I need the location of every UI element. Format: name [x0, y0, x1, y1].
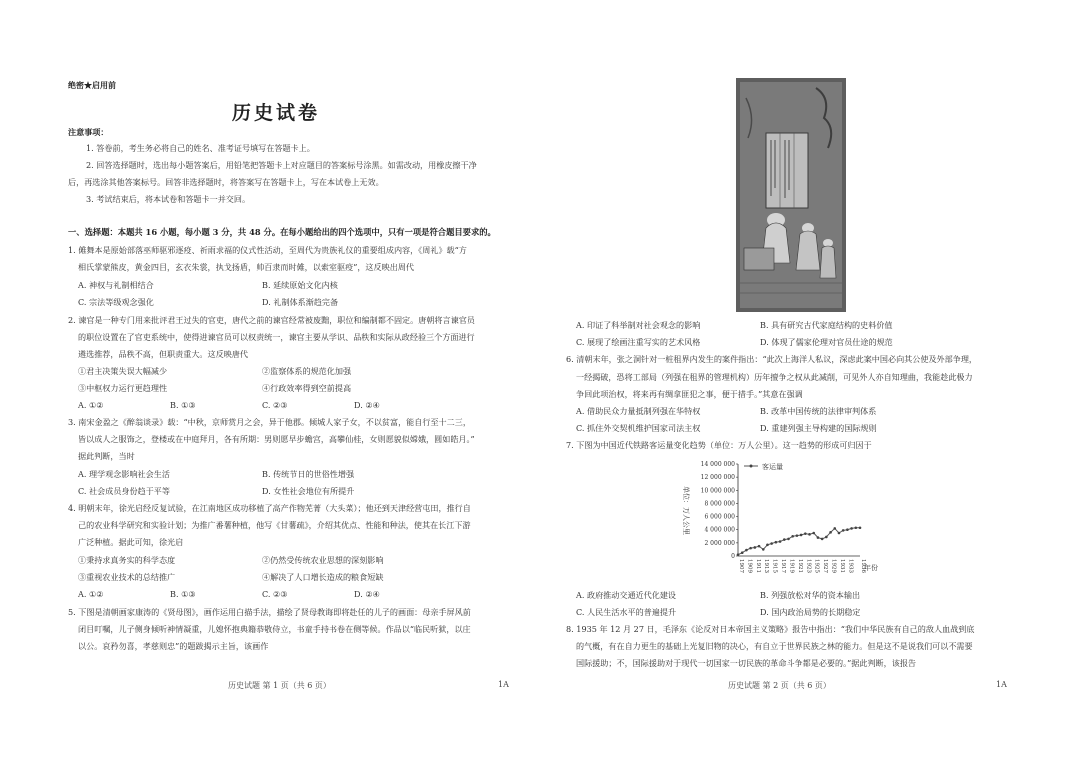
- question-8-text: 8. 1935 年 12 月 27 日，毛泽东《论反对日本帝国主义策略》报告中指出：“我们中华民族有自己的敌人血战到底: [566, 624, 975, 634]
- chart-x-axis-label: 年份: [864, 564, 878, 572]
- q2-option-b: B. ①③: [170, 400, 196, 410]
- q1-option-c: C. 宗法等级观念强化: [78, 297, 154, 307]
- q3-option-d: D. 女性社会地位有所提升: [262, 486, 355, 496]
- chart-data-point: [783, 538, 786, 541]
- chart-x-tick-label: 1921: [796, 559, 803, 573]
- q4-item-3: ③重视农业技术的总结推广: [78, 572, 176, 582]
- question-6-text: 一经揭破，恐将工部局（列强在租界的管理机构）历年擅争之权从此减削，可见外人亦自知理曲，我能趁此极力: [576, 372, 973, 382]
- chart-data-point: [745, 549, 748, 552]
- q2-option-d: D. ②④: [354, 400, 380, 410]
- notice-line: 2. 回答选择题时，选出每小题答案后，用铅笔把答题卡上对应题目的答案标号涂黑。如需改动，用橡皮擦干净: [86, 160, 477, 170]
- q1-option-a: A. 神权与礼制相结合: [78, 280, 154, 290]
- chart-x-tick-label: 1911: [754, 559, 761, 573]
- chart-data-point: [737, 553, 740, 556]
- question-8-text: 的气概，有在自力更生的基础上光复旧物的决心，有自立于世界民族之林的能力。但是这不是说我们可以不需要: [576, 641, 973, 651]
- q6-option-b: B. 改革中国传统的法律审判体系: [760, 406, 877, 416]
- q3-option-a: A. 理学观念影响社会生活: [78, 469, 170, 479]
- chart-x-tick-label: 1915: [771, 559, 778, 573]
- chart-y-tick-label: 14 000 000: [700, 461, 735, 468]
- question-5-text: 闭目叮嘱，儿子侧身倾听神情凝重，儿媳怀抱典籍恭敬侍立，书童手持书卷在侧等候。作品以“临民听狱，以庄: [78, 624, 471, 634]
- chart-data-point: [770, 542, 773, 545]
- chart-legend-label: 客运量: [762, 463, 783, 471]
- question-6-text: 6. 清朝末年，张之洞针对一桩租界内发生的案件指出：“此次上海洋人私议，深虑此案中国必向其公使及外部争理，: [566, 354, 978, 364]
- chart-data-point: [817, 536, 820, 539]
- question-7-text: 7. 下图为中国近代铁路客运量变化趋势（单位：万人公里）。这一趋势的形成可归因于: [566, 440, 872, 450]
- chart-data-point: [779, 540, 782, 543]
- question-2-text: 2. 谏官是一种专门用来批评君王过失的官吏，唐代之前的谏官经常被废黜，职位和编制都不固定。唐朝将言谏官员: [68, 315, 475, 325]
- chart-data-point: [842, 529, 845, 532]
- q7-option-c: C. 人民生活水平的普遍提升: [576, 607, 677, 617]
- q2-item-3: ③中枢权力运行更趋理性: [78, 383, 168, 393]
- chart-x-tick-label: 1919: [788, 559, 795, 573]
- question-6-text: 争回此项治权，将来再有绸拿匪犯之事，便于措手。”其意在强调: [576, 389, 803, 399]
- chart-y-tick-label: 12 000 000: [700, 474, 735, 482]
- chart-x-tick-label: 1909: [746, 559, 753, 573]
- chart-x-tick-label: 1936: [860, 559, 866, 573]
- question-3-text: 3. 南宋金盈之《醉翁谈录》载：“中秋，京师赏月之会，异于他郡。倾城人家子女，不以贫富，能自行至十二三，: [68, 417, 471, 427]
- page-footer: 历史试题 第 1 页（共 6 页）: [228, 681, 331, 690]
- q5-option-b: B. 具有研究古代家庭结构的史料价值: [760, 320, 893, 330]
- question-8-text: 国际援助；不，国际援助对于现代一切国家一切民族的革命斗争都是必要的。”据此判断，该报告: [576, 658, 917, 668]
- q4-item-2: ②仍然受传统农业思想的深刻影响: [262, 555, 384, 565]
- chart-data-point: [829, 531, 832, 534]
- q3-option-b: B. 传统节日的世俗性增强: [262, 469, 355, 479]
- question-4-text: 4. 明朝末年，徐光启经反复试验，在江南地区成功移植了高产作物芜菁（大头菜）；他还到天津经营屯田，推行自: [68, 503, 471, 513]
- question-5-text: 5. 下图是清朝画家康涛的《贤母图》，画作运用白描手法，描绘了贤母教诲即将赴任的儿子的画面：母亲手屏风前: [68, 607, 471, 617]
- chart-x-tick-label: 1913: [763, 559, 770, 573]
- chart-data-point: [754, 546, 757, 549]
- chart-data-point: [758, 545, 761, 548]
- notice-line: 1. 答卷前，考生务必将自己的姓名、准考证号填写在答题卡上。: [86, 143, 315, 153]
- chart-data-point: [846, 528, 849, 531]
- question-3-text: 据此判断，当时: [78, 451, 135, 461]
- chart-data-point: [766, 544, 769, 547]
- question-1-text: 1. 傩舞本是原始部落巫师驱邪逐疫、祈雨求福的仪式性活动，至周代为贵族礼仪的重要组成内容，《周礼》载“方: [68, 245, 467, 255]
- chart-y-tick-label: 4 000 000: [704, 526, 735, 534]
- chart-y-tick-label: 10 000 000: [700, 487, 735, 495]
- chart-data-point: [854, 526, 857, 529]
- page-footer: 历史试题 第 2 页（共 6 页）: [728, 681, 831, 690]
- q1-option-b: B. 延续原始文化内核: [262, 280, 338, 290]
- q2-item-4: ④行政效率得到空前提高: [262, 383, 352, 393]
- chart-data-point: [821, 538, 824, 541]
- q7-option-b: B. 列强放松对华的资本输出: [760, 590, 861, 600]
- chart-series-line: [738, 528, 860, 555]
- q4-option-b: B. ①③: [170, 589, 196, 599]
- q7-option-a: A. 政府推动交通近代化建设: [576, 590, 677, 600]
- secret-label: 绝密★启用前: [68, 80, 116, 90]
- q6-option-a: A. 借助民众力量抵制列强在华特权: [576, 406, 701, 416]
- page-code: 1A: [498, 680, 509, 689]
- chart-data-point: [775, 541, 778, 544]
- q4-item-4: ④解决了人口增长造成的粮食短缺: [262, 572, 384, 582]
- q5-option-c: C. 展现了绘画注重写实的艺术风格: [576, 337, 701, 347]
- chart-legend-marker: [750, 465, 753, 468]
- chart-data-point: [838, 532, 841, 535]
- q5-option-a: A. 印证了科举制对社会观念的影响: [576, 320, 701, 330]
- chart-data-point: [741, 551, 744, 554]
- q3-option-c: C. 社会成员身份趋于平等: [78, 486, 170, 496]
- chart-data-point: [796, 534, 799, 537]
- chart-data-point: [808, 533, 811, 536]
- chart-data-point: [833, 527, 836, 530]
- q6-option-d: D. 重建列强主导构建的国际规则: [760, 423, 877, 433]
- chart-data-point: [749, 547, 752, 550]
- q7-option-d: D. 国内政治局势的长期稳定: [760, 607, 861, 617]
- notice-header: 注意事项：: [68, 127, 109, 137]
- painting-image: [736, 78, 846, 312]
- chart-x-tick-label: 1923: [805, 559, 812, 573]
- chart-x-tick-label: 1917: [780, 559, 787, 573]
- notice-line: 3. 考试结束后，将本试卷和答题卡一并交回。: [86, 194, 251, 204]
- exam-page-2: [540, 0, 1080, 764]
- chart-x-tick-label: 1907: [738, 559, 744, 573]
- q4-option-a: A. ①②: [78, 589, 104, 599]
- chart-x-tick-label: 1927: [822, 559, 829, 573]
- chart-data-point: [825, 536, 828, 539]
- q2-option-c: C. ②③: [262, 400, 288, 410]
- q2-item-1: ①君主决策失误大幅减少: [78, 366, 168, 376]
- notice-line: 后，再选涂其他答案标号。回答非选择题时，将答案写在答题卡上，写在本试卷上无效。: [68, 177, 384, 187]
- page-code: 1A: [996, 680, 1007, 689]
- painting-illustration: [736, 78, 846, 312]
- chart-x-tick-label: 1929: [830, 559, 837, 573]
- q2-item-2: ②监察体系的规范化加强: [262, 366, 352, 376]
- section-header: 一、选择题：本题共 16 小题，每小题 3 分，共 48 分。在每小题给出的四个选项中，只有一项是符合题目要求的。: [68, 227, 496, 237]
- q1-option-d: D. 礼制体系渐趋完备: [262, 297, 339, 307]
- chart-data-point: [791, 535, 794, 538]
- question-4-text: 己的农业科学研究和实验计划；为推广番薯种植，他写《甘薯疏》，介绍其优点、性能和种法，使其在长江下游: [78, 520, 471, 530]
- question-2-text: 遴选推荐，品秩不高，但职责重大。这反映唐代: [78, 349, 248, 359]
- q4-option-c: C. ②③: [262, 589, 288, 599]
- question-5-text: 以公。哀矜勿喜，孝慈则忠”的题跋揭示主旨，该画作: [78, 641, 269, 651]
- chart-data-point: [762, 548, 765, 551]
- chart-y-tick-label: 8 000 000: [704, 500, 735, 508]
- chart-y-axis-label: 单位：万人公里: [682, 486, 690, 535]
- chart-data-point: [812, 532, 815, 535]
- q6-option-c: C. 抓住外交契机维护国家司法主权: [576, 423, 701, 433]
- chart-x-tick-label: 1933: [847, 559, 854, 573]
- q5-option-d: D. 体现了儒家伦理对官员仕途的规范: [760, 337, 893, 347]
- question-1-text: 相氏掌蒙熊皮，黄金四目，玄衣朱裳，执戈扬盾，帅百隶而时傩，以索室驱疫”，这反映出周代: [78, 262, 414, 272]
- railway-passenger-chart: [680, 456, 880, 586]
- chart-data-point: [850, 527, 853, 530]
- q4-item-1: ①秉持求真务实的科学态度: [78, 555, 176, 565]
- chart-data-point: [859, 526, 862, 529]
- question-3-text: 皆以成人之服饰之，登楼或在中庭拜月，各有所期：男则愿早步蟾宫，高攀仙桂，女则愿貌似嫦娥，圆如皓月。”: [78, 434, 475, 444]
- q4-option-d: D. ②④: [354, 589, 380, 599]
- chart-y-tick-label: 6 000 000: [704, 513, 735, 521]
- q2-option-a: A. ①②: [78, 400, 104, 410]
- chart-y-tick-label: 0: [731, 553, 735, 560]
- chart-x-tick-label: 1931: [838, 559, 845, 573]
- chart-data-point: [787, 538, 790, 541]
- question-2-text: 的职位设置在了官吏系统中，使得进谏官员可以权责统一，谏官主要从学识、品秩和实际从政经验三个方面进行: [78, 332, 475, 342]
- chart-data-point: [800, 534, 803, 537]
- chart-data-point: [804, 532, 807, 535]
- question-4-text: 广泛种植。据此可知，徐光启: [78, 537, 184, 547]
- chart-x-tick-label: 1925: [813, 559, 820, 573]
- page-title: 历史试卷: [232, 102, 321, 124]
- chart-y-tick-label: 2 000 000: [704, 539, 735, 547]
